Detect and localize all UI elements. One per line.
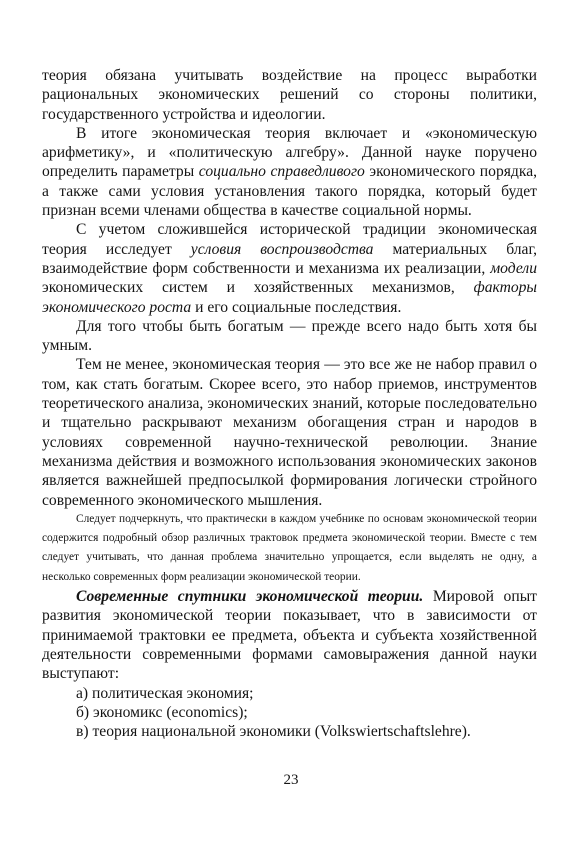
italic-term: модели xyxy=(490,259,537,277)
text-run: экономических систем и хозяйственных механизмов, xyxy=(42,279,474,297)
paragraph: Тем не менее, экономическая теория — это все же не набор правил о том, как стать богатым. Скорее всего, это набор приемов, инструментов теоретического анализа, экономических знаний, которые последовательно и тщательно раскрывают механизм обогащения стран и народов в условиях современной научно-технической революции. Знание механизма действия и возможного использования экономических законов является важнейшей предпосылкой формирования логически стройного современного экономического мышления. xyxy=(42,356,537,509)
list-item: в) теория национальной экономики (Volkswiertschaftslehre). xyxy=(76,723,471,741)
page-body xyxy=(42,66,537,741)
text-run: экономического порядка, а также сами условия установления такого порядка, который будет признан всеми членами общества в качестве социальной нормы. xyxy=(42,163,538,220)
section-heading: Современные спутники экономической теории. xyxy=(76,588,424,606)
page-number: 23 xyxy=(283,772,299,788)
text-run: В итоге экономическая теория включает и «экономическую арифметику», и «политическую алгебру». Данной науке поручено определить параметры xyxy=(42,124,537,181)
list-item: б) экономикс (economics); xyxy=(76,703,248,721)
footnote-paragraph: Следует подчеркнуть, что практически в каждом учебнике по основам экономической теории содержится подробный обзор различных трактовок предмета экономической теории. Вместе с тем следует учитывать, что данная проблема значительно упрощается, если выделять не одну, а несколько современных форм реализации экономической теории. xyxy=(42,512,537,583)
text-run: и его социальные последствия. xyxy=(191,298,402,316)
paragraph xyxy=(42,124,537,220)
italic-term: факторы экономического роста xyxy=(42,279,537,316)
text-run: Мировой опыт развития экономической теории показывает, что в зависимости от принимаемой трактовки ее предмета, объекта и субъекта хозяйственной деятельности современными формами самовыражения данной науки выступают: xyxy=(42,588,537,683)
paragraph: Для того чтобы быть богатым — прежде всего надо быть хотя бы умным. xyxy=(42,317,537,355)
list-item: а) политическая экономия; xyxy=(76,684,254,702)
italic-term: социально справедливого xyxy=(198,163,365,181)
forms-list xyxy=(42,684,537,742)
paragraph xyxy=(42,220,537,316)
italic-term: условия воспроизводства xyxy=(190,240,374,258)
text-run: материальных благ, взаимодействие форм собственности и механизма их реализации, xyxy=(42,240,537,277)
paragraph xyxy=(42,587,537,683)
text-run: С учетом сложившейся исторической традиции экономическая теория исследует xyxy=(42,221,537,258)
paragraph: теория обязана учитывать воздействие на процесс выработки рациональных экономических решений со стороны политики, государственного устройства и идеологии. xyxy=(42,67,537,123)
